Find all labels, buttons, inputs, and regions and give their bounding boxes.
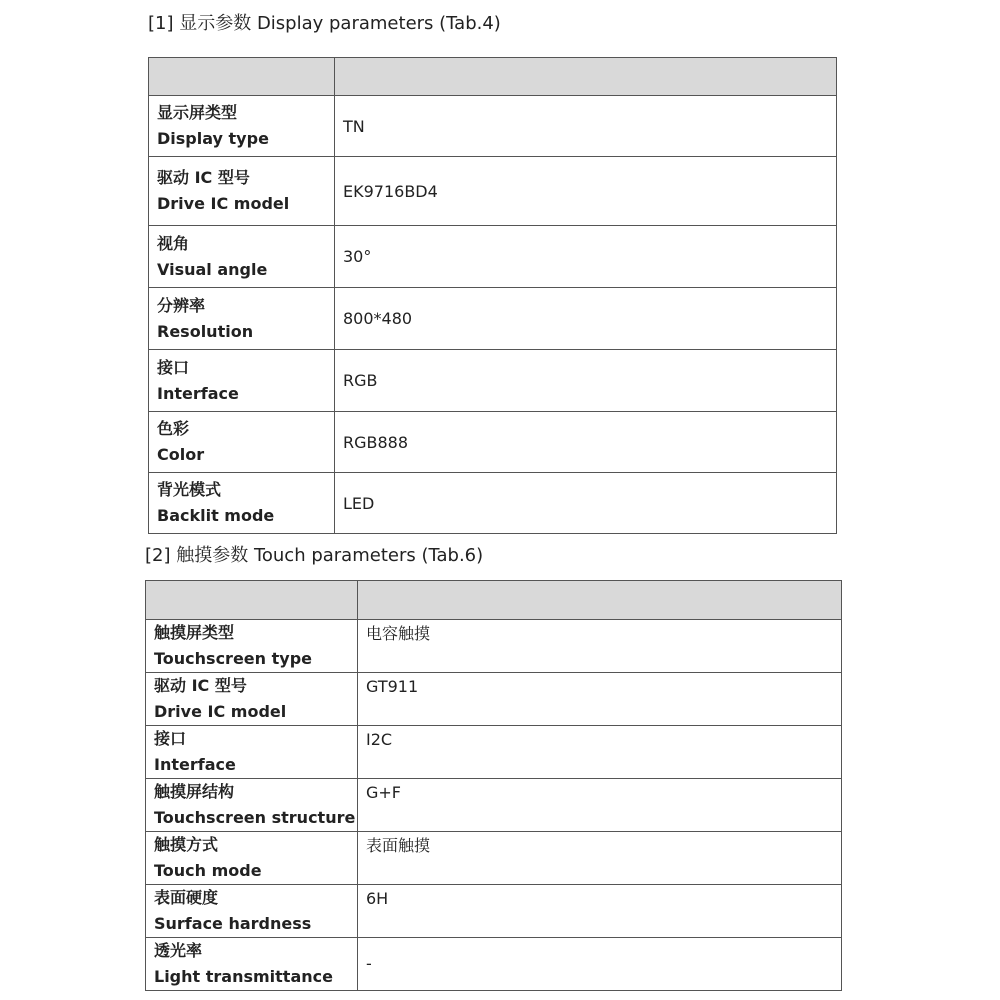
param-name-cell <box>149 96 335 157</box>
param-name-zh: 透光率 <box>154 941 203 960</box>
param-name-en: Backlit mode <box>157 506 275 525</box>
header-cell <box>149 58 335 96</box>
table-row <box>146 726 842 779</box>
param-name-zh: 驱动 IC 型号 <box>154 676 247 695</box>
param-value: LED <box>335 473 837 534</box>
param-name-cell <box>146 726 358 779</box>
header-cell <box>335 58 837 96</box>
table-row <box>146 832 842 885</box>
table-row <box>149 157 837 226</box>
param-value: 表面触摸 <box>358 832 842 885</box>
param-name-zh: 显示屏类型 <box>157 103 238 122</box>
param-name-zh: 视角 <box>157 233 190 253</box>
param-name-en: Visual angle <box>157 259 268 279</box>
param-name-cell <box>146 938 358 991</box>
param-name-cell <box>146 779 358 832</box>
param-name-cell <box>149 412 335 473</box>
table-row <box>149 288 837 350</box>
param-value: TN <box>335 96 837 157</box>
param-value: 800*480 <box>335 288 837 350</box>
touch-params-title: [2] 触摸参数 Touch parameters (Tab.6) <box>145 545 484 566</box>
param-name-cell <box>146 673 358 726</box>
table-row <box>149 226 837 288</box>
table-header-row <box>146 581 842 620</box>
param-name-en: Interface <box>157 383 239 403</box>
param-value: RGB888 <box>335 412 837 473</box>
param-name-en: Touchscreen structure <box>154 808 356 827</box>
param-name-zh: 表面硬度 <box>154 888 219 907</box>
param-name-zh: 分辨率 <box>157 295 206 315</box>
param-value: 30° <box>335 226 837 288</box>
table-row <box>146 885 842 938</box>
header-cell <box>358 581 842 620</box>
param-name-zh: 触摸屏类型 <box>154 623 235 642</box>
touch-params-table <box>145 580 842 991</box>
table-row <box>149 350 837 412</box>
param-name-cell <box>146 620 358 673</box>
param-value: 电容触摸 <box>358 620 842 673</box>
param-name-en: Display type <box>157 129 269 148</box>
display-params-table <box>148 57 837 534</box>
table-row <box>149 96 837 157</box>
table-row <box>146 620 842 673</box>
display-params-title: [1] 显示参数 Display parameters (Tab.4) <box>148 13 501 34</box>
param-name-cell <box>149 226 335 288</box>
table-row <box>149 473 837 534</box>
param-name-cell <box>149 350 335 412</box>
param-name-cell <box>149 157 335 226</box>
table-header-row <box>149 58 837 96</box>
param-name-en: Touchscreen type <box>154 649 312 668</box>
param-value: I2C <box>358 726 842 779</box>
param-name-zh: 接口 <box>157 357 190 377</box>
param-name-cell <box>146 885 358 938</box>
param-name-en: Drive IC model <box>154 702 287 721</box>
param-value: RGB <box>335 350 837 412</box>
param-name-zh: 触摸方式 <box>154 835 219 854</box>
param-name-zh: 触摸屏结构 <box>154 782 235 801</box>
table-row <box>146 938 842 991</box>
table-row <box>146 779 842 832</box>
param-name-en: Interface <box>154 755 236 774</box>
param-name-zh: 色彩 <box>157 419 190 438</box>
param-name-en: Surface hardness <box>154 914 312 933</box>
param-name-cell <box>149 473 335 534</box>
param-value: 6H <box>358 885 842 938</box>
param-name-en: Resolution <box>157 321 254 341</box>
param-name-zh: 接口 <box>154 729 187 748</box>
param-name-en: Color <box>157 445 205 464</box>
param-name-en: Light transmittance <box>154 967 333 986</box>
header-cell <box>146 581 358 620</box>
table-row <box>149 412 837 473</box>
param-value: EK9716BD4 <box>335 157 837 226</box>
param-name-cell <box>149 288 335 350</box>
param-name-zh: 驱动 IC 型号 <box>157 168 250 187</box>
param-value: G+F <box>358 779 842 832</box>
param-value: GT911 <box>358 673 842 726</box>
param-value: - <box>358 938 842 991</box>
param-name-zh: 背光模式 <box>157 480 222 499</box>
param-name-cell <box>146 832 358 885</box>
table-row <box>146 673 842 726</box>
param-name-en: Touch mode <box>154 861 262 880</box>
param-name-en: Drive IC model <box>157 194 290 213</box>
